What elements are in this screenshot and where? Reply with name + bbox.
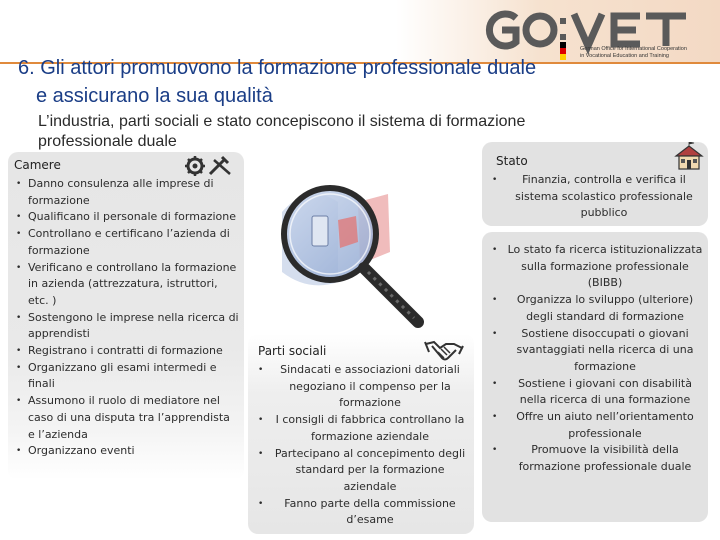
list-item: • Offre un aiuto nell’orientamento professionale [490,409,706,442]
parti-sociali-title: Parti sociali [258,344,327,358]
list-item: • Sostiene i giovani con disabilità nella ricerca di una formazione [490,376,706,409]
magnifying-glass-icon [268,172,468,342]
list-item: • Promuove la visibilità della formazione professionale duale [490,442,706,475]
stato-list-top [490,172,704,222]
camere-title: Camere [14,158,61,172]
page-title [18,54,708,110]
list-item: • Danno consulenza alle imprese di formazione [14,176,240,209]
list-item: • Organizza lo sviluppo (ulteriore) degli standard di formazione [490,292,706,325]
page-subtitle-line-2: professionale duale [38,133,177,150]
page-title-line-1: 6. Gli attori promuovono la formazione professionale duale [18,57,537,79]
list-item: • I consigli di fabbrica controllano la formazione aziendale [256,412,470,445]
list-item: • Fanno parte della commissione d’esame [256,496,470,529]
list-item: • Organizzano eventi [14,443,240,460]
stato-list-bottom [490,242,706,476]
camere-list [14,176,240,460]
list-item: • Qualificano il personale di formazione [14,209,240,226]
page-subtitle-line-1: L’industria, parti sociali e stato concepiscono il sistema di formazione [38,113,526,130]
logo-subtitle-line-1: German Office for International Cooperation [580,46,687,52]
stato-title: Stato [496,154,528,168]
parti-sociali-list [256,362,470,529]
list-item: • Controllano e certificano l’azienda di formazione [14,226,240,259]
logo-subtitle-line-2: in Vocational Education and Training [580,53,669,59]
list-item: • Organizzano gli esami intermedi e finali [14,360,240,393]
tools-icon [184,154,234,178]
list-item: • Sindacati e associazioni datoriali negoziano il compenso per la formazione [256,362,470,412]
list-item: • Sostiene disoccupati o giovani svantaggiati nella ricerca di una formazione [490,326,706,376]
school-building-icon [674,142,704,172]
list-item: • Finanzia, controlla e verifica il sistema scolastico professionale pubblico [490,172,704,222]
list-item: • Assumono il ruolo di mediatore nel caso di una disputa tra l’apprendista e l’azienda [14,393,240,443]
handshake-icon [424,336,464,364]
list-item: • Lo stato fa ricerca istituzionalizzata sulla formazione professionale (BIBB) [490,242,706,292]
list-item: • Registrano i contratti di formazione [14,343,240,360]
list-item: • Partecipano al concepimento degli standard per la formazione aziendale [256,446,470,496]
list-item: • Verificano e controllano la formazione in azienda (attrezzatura, istruttori, etc. ) [14,260,240,310]
list-item: • Sostengono le imprese nella ricerca di apprendisti [14,310,240,343]
page-title-line-2: e assicurano la sua qualità [36,85,273,107]
